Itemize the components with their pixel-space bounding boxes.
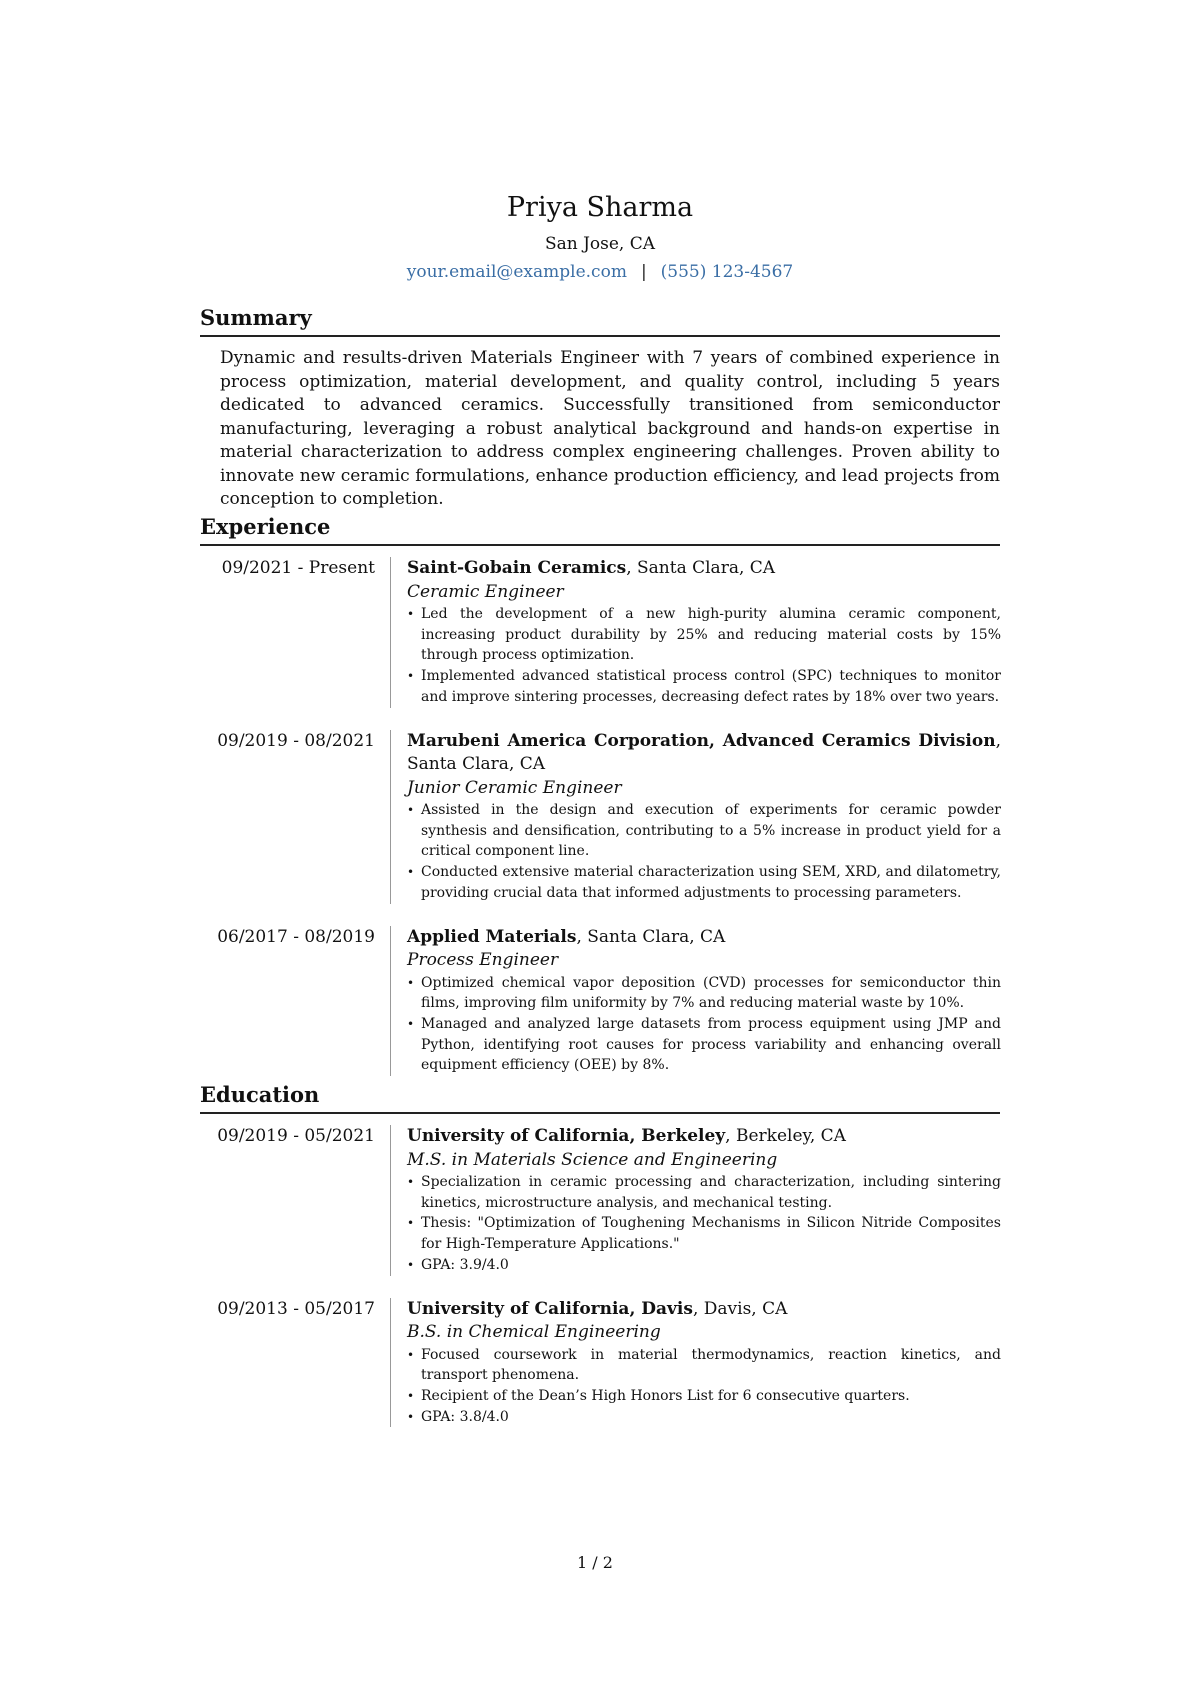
- education-section: [200, 1080, 1000, 1427]
- bullet-item: • Led the development of a new high-purity alumina ceramic component, increasing product durability by 25% and reducing material costs by 15% through process optimization.: [407, 604, 1001, 666]
- experience-entry: [200, 557, 1000, 708]
- entry-body: [390, 1125, 1001, 1276]
- section-title-education: Education: [200, 1080, 1000, 1114]
- organization-name: Marubeni America Corporation, Advanced Ceramics Division: [407, 730, 996, 751]
- experience-section: [200, 512, 1000, 1076]
- bullet-item: • Optimized chemical vapor deposition (CVD) processes for semiconductor thin films, improving film uniformity by 7% and reducing material waste by 10%.: [407, 973, 1001, 1014]
- entry-dates: 06/2017 - 08/2019: [217, 926, 375, 947]
- organization-location: , Davis, CA: [692, 1298, 788, 1319]
- entry-organization: [407, 1298, 1001, 1322]
- entry-role: Ceramic Engineer: [407, 581, 564, 602]
- education-entry: [200, 1125, 1000, 1276]
- entry-body: [390, 730, 1001, 904]
- organization-name: University of California, Berkeley: [407, 1126, 726, 1146]
- entry-body: [390, 557, 1001, 708]
- entry-degree: B.S. in Chemical Engineering: [407, 1322, 661, 1343]
- experience-entry: [200, 926, 1000, 1077]
- bullet-item: • GPA: 3.8/4.0: [407, 1407, 1001, 1428]
- summary-text: Dynamic and results-driven Materials Engineer with 7 years of combined experience in process optimization, material development, and quality control, including 5 years dedicated to advanced ceramics. Successfully transitioned from semiconductor manufacturing, leveraging a robust analytical background and hands-on expertise in material characterization to address complex engineering challenges. Proven ability to innovate new ceramic formulations, enhance production efficiency, and lead projects from conception to completion.: [220, 348, 1000, 509]
- entry-dates: 09/2013 - 05/2017: [217, 1298, 375, 1319]
- bullet-item: • Focused coursework in material thermodynamics, reaction kinetics, and transport phenomena.: [407, 1345, 1001, 1386]
- organization-location: , Santa Clara, CA: [626, 558, 776, 578]
- entry-bullets: [407, 1345, 1001, 1428]
- entry-body: [390, 1298, 1001, 1428]
- bullet-item: • Assisted in the design and execution of experiments for ceramic powder synthesis and densification, contributing to a 5% increase in product yield for a critical component line.: [407, 800, 1001, 862]
- page-number: 1 / 2: [577, 1553, 613, 1572]
- phone-link[interactable]: (555) 123-4567: [660, 262, 794, 282]
- entry-bullets: [407, 973, 1001, 1077]
- contact-line: [200, 258, 1000, 286]
- entry-role: Junior Ceramic Engineer: [407, 777, 622, 798]
- bullet-item: • Conducted extensive material characterization using SEM, XRD, and dilatometry, providing crucial data that informed adjustments to processing parameters.: [407, 862, 1001, 903]
- contact-separator: |: [640, 262, 647, 282]
- summary-section: [200, 303, 1000, 512]
- entry-organization: [407, 557, 1001, 581]
- entry-organization: [407, 1125, 1001, 1149]
- entry-body: [390, 926, 1001, 1077]
- entry-dates: 09/2019 - 05/2021: [217, 1126, 375, 1146]
- entry-degree: M.S. in Materials Science and Engineering: [407, 1149, 778, 1170]
- section-title-experience: Experience: [200, 512, 1000, 546]
- email-link[interactable]: your.email@example.com: [406, 262, 627, 282]
- resume-header: [200, 190, 1000, 286]
- bullet-item: • Specialization in ceramic processing and characterization, including sintering kinetics, microstructure analysis, and mechanical testing.: [407, 1172, 1001, 1213]
- bullet-item: • Thesis: "Optimization of Toughening Mechanisms in Silicon Nitride Composites for High-Temperature Applications.": [407, 1213, 1001, 1254]
- entry-dates: 09/2021 - Present: [221, 558, 375, 578]
- education-entry: [200, 1298, 1000, 1428]
- bullet-item: • Recipient of the Dean’s High Honors List for 6 consecutive quarters.: [407, 1386, 1001, 1407]
- entry-organization: [407, 926, 1001, 950]
- entry-bullets: [407, 604, 1001, 708]
- section-title-summary: Summary: [200, 303, 1000, 337]
- experience-entry: [200, 730, 1000, 904]
- organization-location: , Berkeley, CA: [725, 1126, 846, 1146]
- bullet-item: • GPA: 3.9/4.0: [407, 1255, 1001, 1276]
- organization-location: , Santa Clara, CA: [407, 730, 1001, 775]
- organization-name: Applied Materials: [407, 926, 577, 947]
- candidate-name: Priya Sharma: [506, 192, 694, 223]
- entry-role: Process Engineer: [407, 950, 559, 971]
- organization-location: , Santa Clara, CA: [576, 926, 726, 947]
- organization-name: Saint-Gobain Ceramics: [407, 558, 627, 578]
- entry-dates: 09/2019 - 08/2021: [217, 730, 375, 751]
- candidate-location: San Jose, CA: [544, 234, 656, 254]
- entry-bullets: [407, 800, 1001, 904]
- entry-bullets: [407, 1172, 1001, 1276]
- bullet-item: • Managed and analyzed large datasets from process equipment using JMP and Python, identifying root causes for process variability and enhancing overall equipment efficiency (OEE) by 8%.: [407, 1014, 1001, 1076]
- organization-name: University of California, Davis: [407, 1298, 693, 1319]
- bullet-item: • Implemented advanced statistical process control (SPC) techniques to monitor and improve sintering processes, decreasing defect rates by 18% over two years.: [407, 666, 1001, 707]
- entry-organization: [407, 730, 1001, 777]
